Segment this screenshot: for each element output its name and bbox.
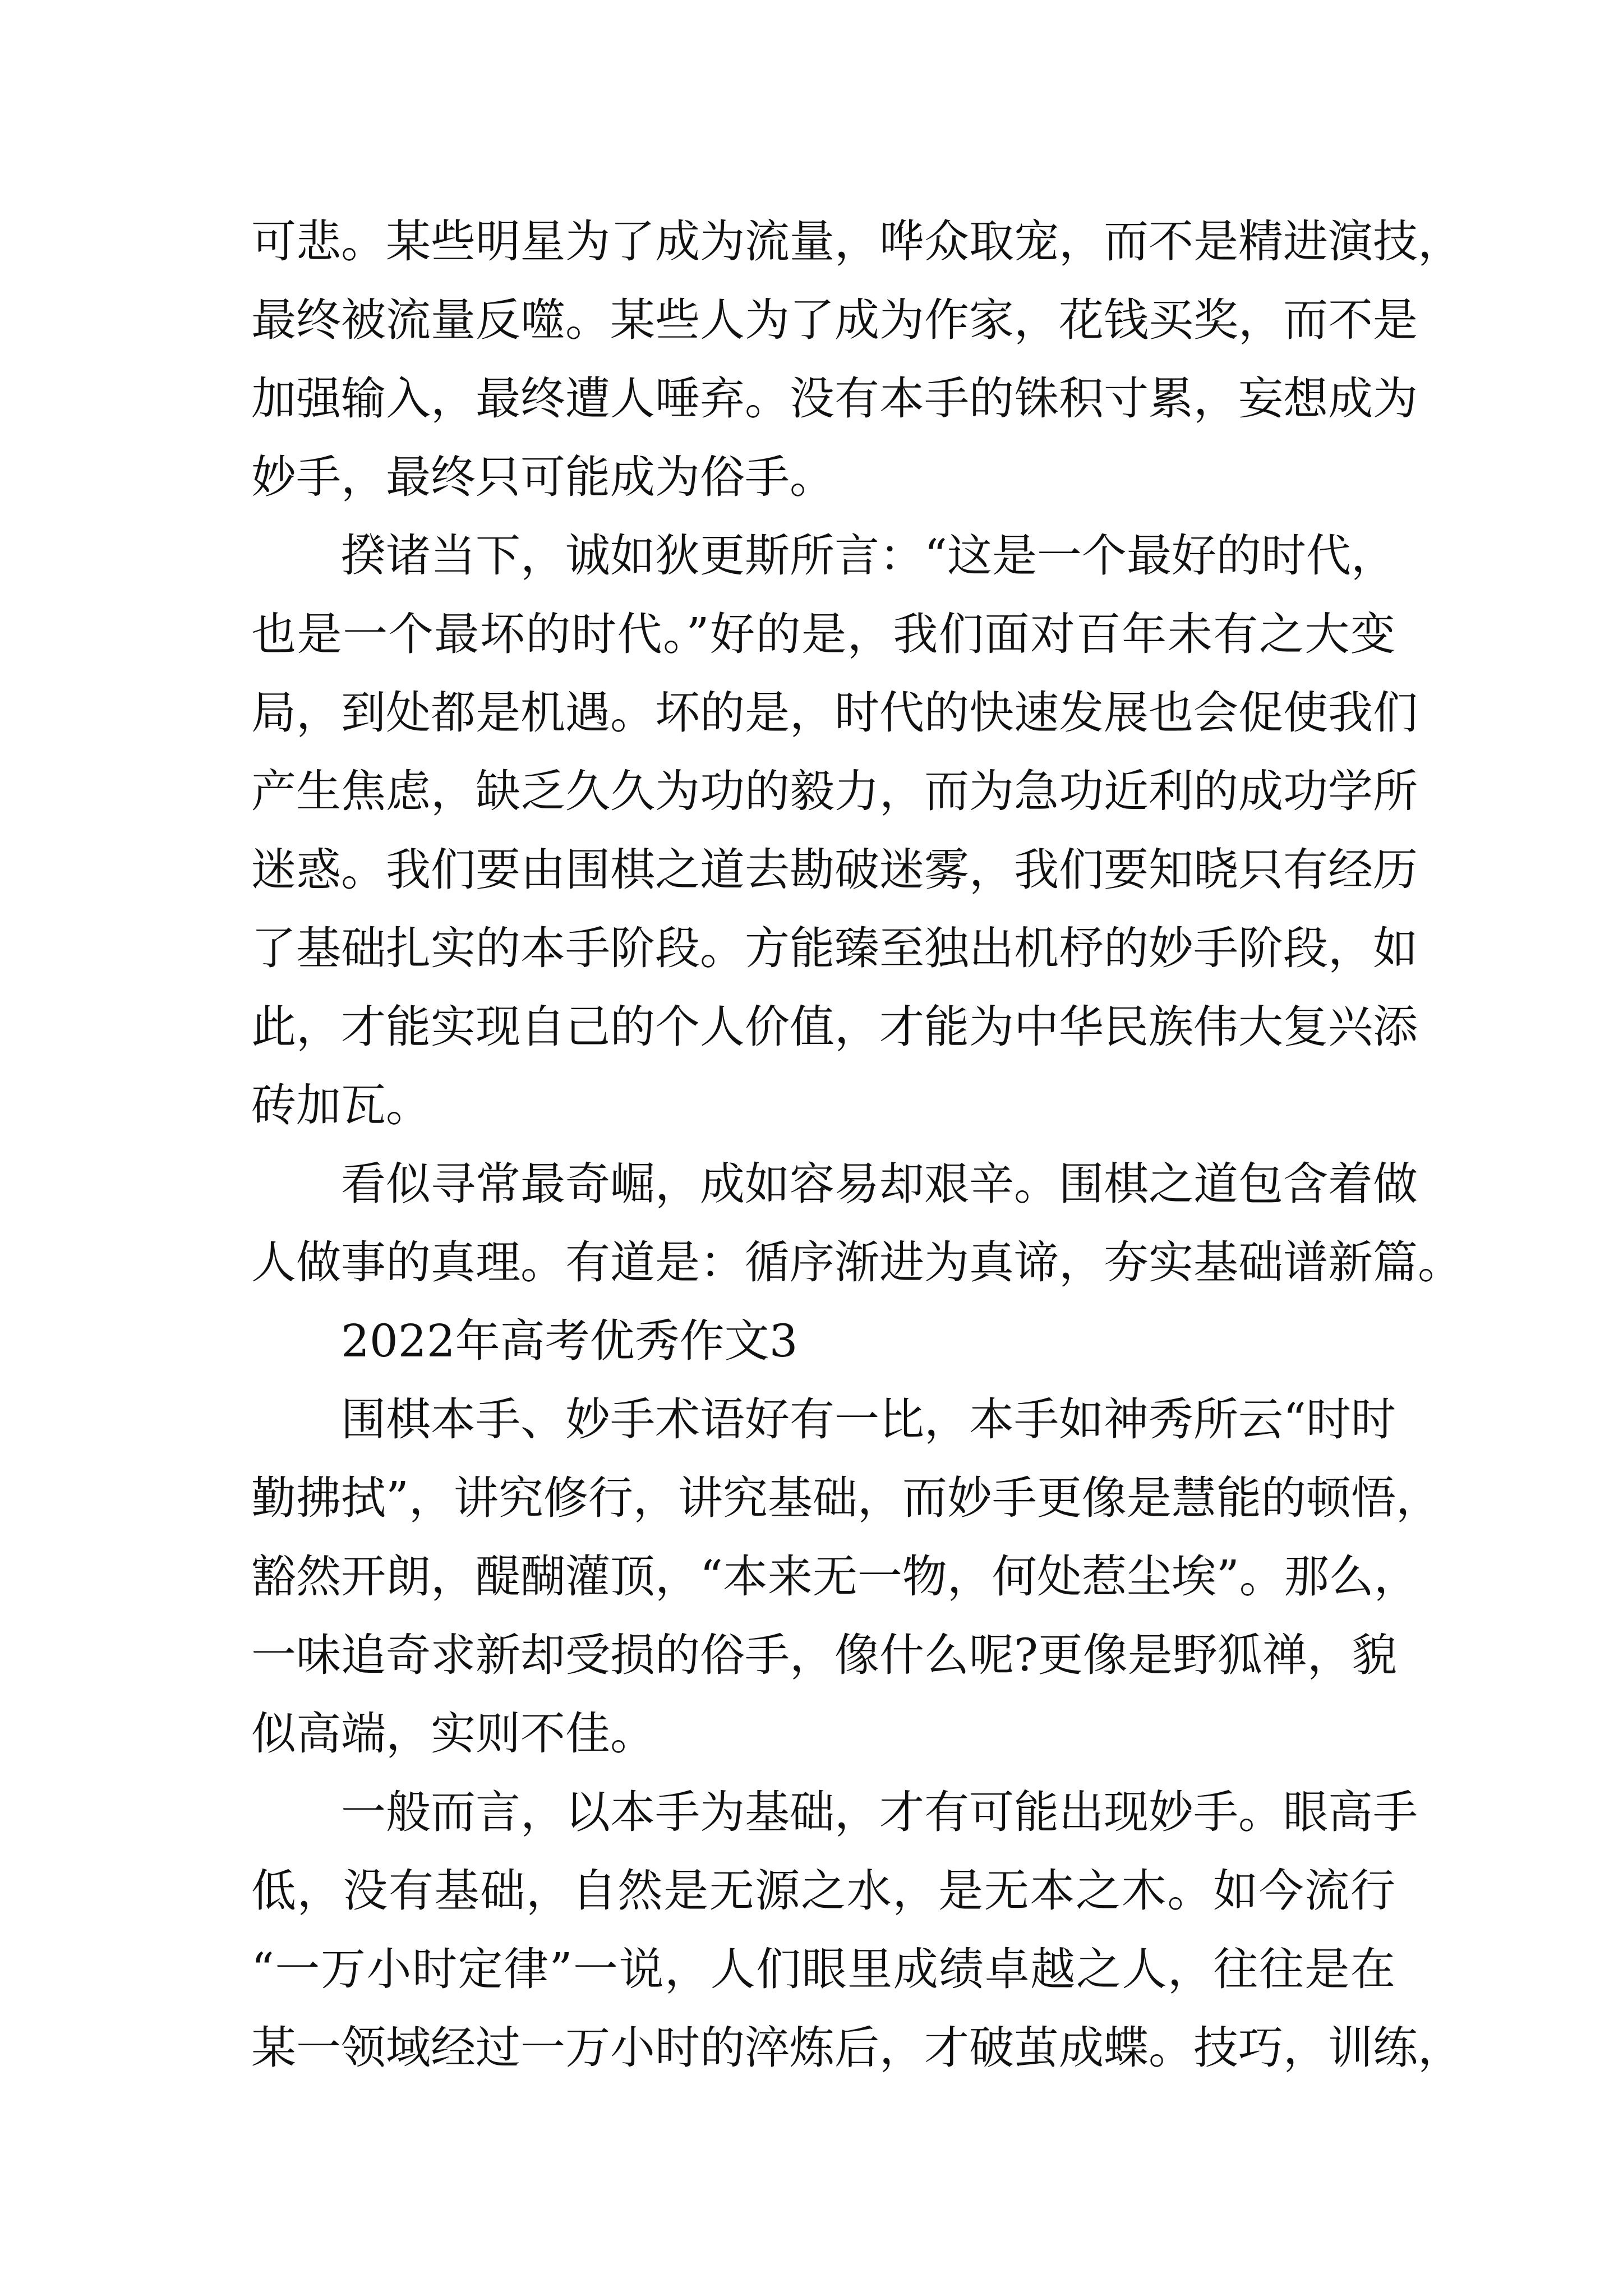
text-line: 产生焦虑，缺乏久久为功的毅力，而为急功近利的成功学所 (251, 765, 1418, 817)
text-line: 低，没有基础，自然是无源之水，是无本之木。如今流行 (251, 1865, 1395, 1917)
text-line: 某一领域经过一万小时的淬炼后，才破茧成蝶。技巧，训练， (251, 2022, 1463, 2074)
text-line: 也是一个最坏的时代。”好的是，我们面对百年未有之大变 (251, 608, 1395, 660)
text-line: 了基础扎实的本手阶段。方能臻至独出机杼的妙手阶段，如 (251, 922, 1418, 974)
text-line: 砖加瓦。 (251, 1079, 431, 1131)
text-line: 似高端，实则不佳。 (251, 1708, 655, 1760)
text-line: 豁然开朗，醍醐灌顶，“本来无一物，何处惹尘埃”。那么， (251, 1550, 1419, 1603)
text-line: 人做事的真理。有道是：循序渐进为真谛，夯实基础谱新篇。 (251, 1236, 1463, 1289)
text-line: 一般而言，以本手为基础，才有可能出现妙手。眼高手 (341, 1786, 1418, 1838)
text-line: 局，到处都是机遇。坏的是，时代的快速发展也会促使我们 (251, 687, 1418, 739)
text-line: 看似寻常最奇崛，成如容易却艰辛。围棋之道包含着做 (341, 1158, 1418, 1210)
section-heading: 2022年高考优秀作文3 (341, 1315, 798, 1367)
text-line: 加强输入，最终遭人唾弃。没有本手的铢积寸累，妄想成为 (251, 372, 1418, 425)
text-line: 勤拂拭”，讲究修行，讲究基础，而妙手更像是慧能的顿悟， (251, 1472, 1441, 1524)
text-line: 妙手，最终只可能成为俗手。 (251, 451, 834, 503)
text-line: “一万小时定律”一说，人们眼里成绩卓越之人，往往是在 (251, 1943, 1395, 1995)
text-line: 迷惑。我们要由围棋之道去勘破迷雾，我们要知晓只有经历 (251, 844, 1418, 896)
text-line: 一味追奇求新却受损的俗手，像什么呢?更像是野狐禅，貌 (251, 1629, 1397, 1681)
text-line: 围棋本手、妙手术语好有一比，本手如神秀所云“时时 (341, 1393, 1396, 1446)
text-line: 揆诸当下，诚如狄更斯所言：“这是一个最好的时代， (341, 530, 1396, 582)
text-line: 此，才能实现自己的个人价值，才能为中华民族伟大复兴添 (251, 1001, 1418, 1053)
text-line: 最终被流量反噬。某些人为了成为作家，花钱买奖，而不是 (251, 294, 1418, 346)
text-line: 可悲。某些明星为了成为流量，哗众取宠，而不是精进演技， (251, 215, 1463, 268)
